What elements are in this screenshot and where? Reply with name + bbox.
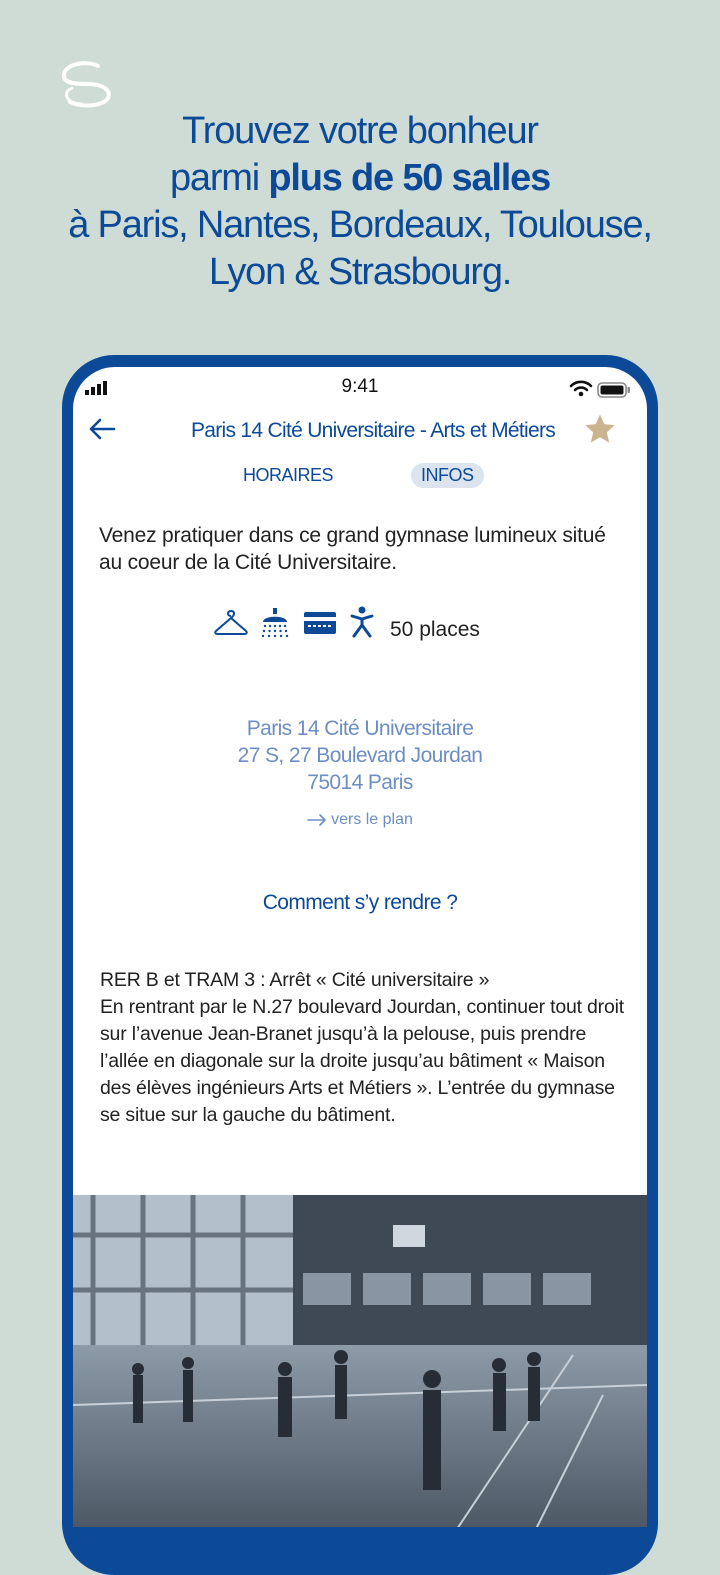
directions-title: Comment s’y rendre ?	[262, 891, 458, 914]
favorite-star-icon[interactable]	[583, 412, 617, 446]
directions-transit: RER B et TRAM 3 : Arrêt « Cité universitaire »	[100, 969, 490, 991]
phone-screen	[73, 367, 647, 1527]
hanger-icon	[213, 607, 249, 641]
map-link-label: vers le plan	[331, 811, 413, 828]
promo-line-4: Lyon & Strasbourg.	[208, 251, 512, 293]
promo-line-3: à Paris, Nantes, Bordeaux, Toulouse,	[68, 204, 652, 246]
back-arrow-icon[interactable]	[87, 417, 117, 441]
wifi-icon	[569, 379, 593, 397]
promo-highlight: plus de 50 salles	[268, 157, 551, 199]
promo-headline	[0, 108, 720, 296]
status-time: 9:41	[341, 376, 379, 397]
arrow-right-icon	[307, 814, 327, 826]
capacity-label: 50 places	[390, 618, 480, 641]
tab-horaires[interactable]: HORAIRES	[243, 465, 334, 485]
shower-icon	[259, 607, 291, 641]
promo-line-2: parmi plus de 50 salles	[169, 157, 551, 199]
brand-logo	[58, 58, 116, 110]
directions-body: En rentrant par le N.27 boulevard Jourdan, continuer tout droit sur l’avenue Jean-Branet jusqu’à la pelouse, puis prendre l’allée en diagonale sur la droite jusqu’au bâtiment « Maison des élèves ingénieurs Arts et Métiers ». L’entrée du gymnase se situe sur la gauche du bâtiment.	[100, 996, 624, 1126]
battery-icon	[597, 382, 631, 398]
promo-line-1: Trouvez votre bonheur	[182, 110, 538, 152]
gym-photo	[73, 1195, 647, 1527]
map-link[interactable]	[73, 811, 647, 829]
venue-description: Venez pratiquer dans ce grand gymnase lumineux situé au coeur de la Cité Universitaire.	[99, 524, 606, 574]
page-title: Paris 14 Cité Universitaire - Arts et Métiers	[190, 419, 556, 442]
tab-infos[interactable]: INFOS	[411, 463, 484, 488]
card-icon	[303, 610, 337, 636]
address-street: 27 S, 27 Boulevard Jourdan	[237, 744, 483, 767]
address-name: Paris 14 Cité Universitaire	[246, 717, 474, 740]
person-icon	[349, 605, 375, 639]
address-city: 75014 Paris	[307, 771, 413, 794]
directions-text	[100, 967, 630, 1129]
